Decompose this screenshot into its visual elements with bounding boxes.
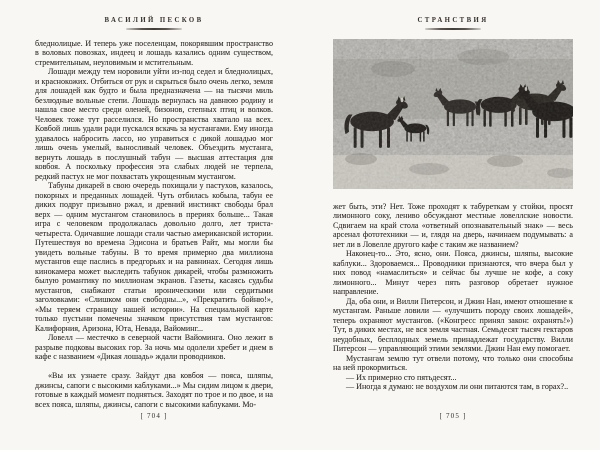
header-rule	[126, 28, 182, 30]
page-number-right: [ 705 ]	[439, 412, 467, 420]
page-number-left: [ 704 ]	[140, 412, 168, 420]
running-head-title: СТРАНСТВИЯ	[417, 17, 489, 24]
wild-mustangs-photo	[333, 39, 573, 189]
paragraph: Табуны дикарей в свою очередь похищали у пастухов, казалось, покорных и преданных лошадей. Чуть отбилась кобыла, табун ее диких подруг призывно ржал, и древний инстинкт свободы брал верх — одним мустангом становилось в прериях больше... Такая игра с человеком продолжалась довольно долго, лет триста-четыреста. Одичавшие лошади стали частью американской истории. Путешествуя во времена Эдисона и братьев Райт, мы могли бы увидеть вольные табуны. В то время примерно два миллиона мустангов еще паслись в предгорьях и на равнинах. Сегодня лишь кинокамера может выследить табунок дикарей, чтобы размножить былую романтику по миллионам экранов. Газеты, касаясь судьбы мустангов, снабжают статьи ироническими или сердитыми заголовками: «Слишком они свободны...», «Прекратить бойню!», «Мы теряем страницу нашей истории». На специальной карте только пустыни помечены значком присутствия там мустангов: Калифорния, Аризона, Юта, Невада, Вайоминг...	[35, 181, 273, 333]
paragraph: Лошади между тем норовили уйти из-под седел и бледнолицых, и краснокожих. Отбиться от рук и скрыться было очень легко, земля для лошадей как будто и была предназначена — на тысячи миль безлюдные вольные степи. Лошадь вернулась на давнюю родину и нашла свое место среди оленей, бизонов, степных птиц и волков. Человек тоже тут расселился. Но пространства хватало на всех. Ковбой лишь удали ради пускался вскачь за мустангами. Ему иногда удавалось набросить лассо, но управиться с дикой лошадью мог лишь очень умелый, выносливый человек. Объездить мустанга, вернуть лошадь в послушный табун — высшая аттестация для ковбоя. А поскольку профессия эта слабых людей не терпела, редкий пастух не мог похвастать укрощенным мустангом.	[35, 67, 273, 181]
right-page-text	[333, 202, 573, 392]
header-rule	[425, 28, 481, 30]
paragraph: Наконец-то... Это, ясно, они. Пояса, джинсы, шляпы, высокие каблуки... Здороваемся... Проводники признаются, что вчера был у них повод «намаслиться» и сейчас бы лучше не кофе, а соку лимонного... Минут через пять разговор обретает нужное направление.	[333, 249, 573, 296]
paragraph: «Вы их узнаете сразу. Зайдут два ковбоя — пояса, шляпы, джинсы, сапоги с высокими каблуками...» Мы сидим лицом к двери, готовые в каждый момент подняться. Заходят по трое и по двое, и на всех пояса, шляпы, джинсы, сапоги с высокими каблуками. Мо-	[35, 371, 273, 409]
left-page-text	[35, 39, 273, 410]
left-page	[35, 0, 273, 450]
paragraph: Ловелл — местечко в северной части Вайоминга. Оно лежит в разрыве подковы высоких гор. За ночь мы одолели хребет и днем в кафе с названием «Дикая лошадь» ждали проводников.	[35, 333, 273, 361]
paragraph: — Иногда я думаю: не воздухом ли они питаются там, в горах?..	[346, 382, 569, 391]
paragraph: жет быть, эти? Нет. Тоже проходят к табуреткам у стойки, просят лимонного соку, лениво обсуждают местные ловеллские новости. Сдвигаем на край стола «ответный опознавательный знак» — весь арсенал фототехники — и, глядя на дверь, начинаем подумывать: а нет ли в Ловелле другого кафе с таким же названием?	[333, 201, 573, 249]
paragraph: — Их примерно сто пятьдесят...	[346, 372, 457, 382]
paragraph: Мустангам землю тут отвели потому, что только они способны на ней прокормиться.	[333, 353, 573, 372]
paragraph: бледнолицые. И теперь уже поселенцам, покорявшим пространство в воловых повозках, индеец и лошадь казались одним существом, стремительным, неуловимым и мстительным.	[35, 38, 273, 67]
running-head-author: ВАСИЛИЙ ПЕСКОВ	[104, 17, 204, 24]
paragraph: Да, оба они, и Вилли Питерсон, и Джин Нан, имеют отношение к мустангам. Раньше ловили — «улучшить породу своих лошадей», теперь охраняют мустангов. («Конгресс принял закон: охранять!») Тут, в диких местах, не вся земля частная. Семьдесят тысяч гектаров неудобных, бесплодных земель принадлежат государству. Вилли Питерсон — управляющий этими землями. Джин Нан ему помогает.	[333, 296, 573, 353]
right-page	[333, 0, 573, 450]
